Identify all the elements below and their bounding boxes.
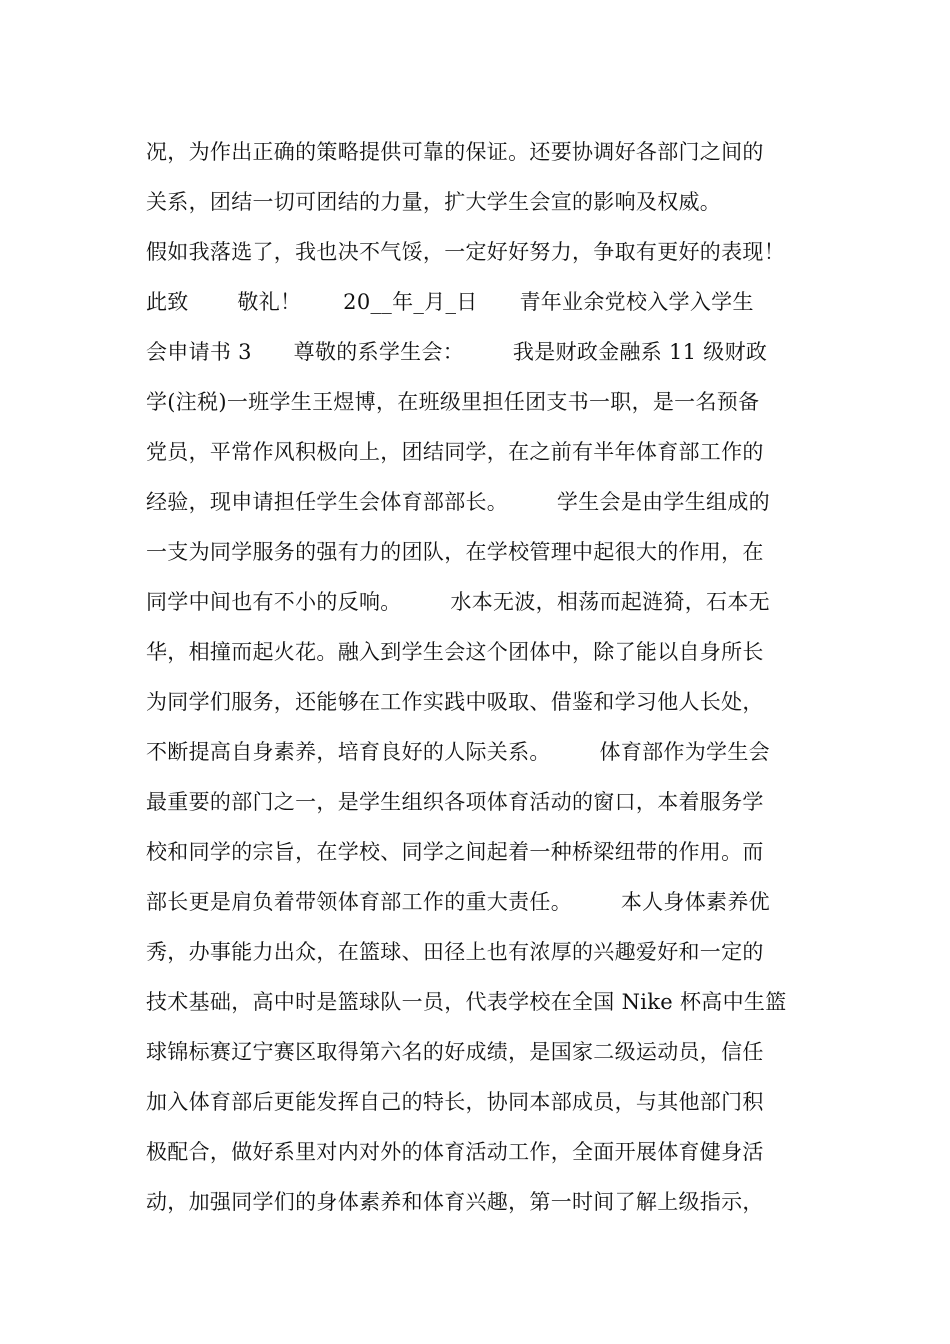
text-line: 加入体育部后更能发挥自己的特长，协同本部成员，与其他部门积 [146, 1090, 764, 1114]
text-line: 假如我落选了，我也决不气馁，一定好好努力，争取有更好的表现！ [146, 240, 785, 264]
text-line: 一支为同学服务的强有力的团队，在学校管理中起很大的作用，在 [146, 540, 764, 564]
body-text [146, 130, 816, 1230]
text-line: 况，为作出正确的策略提供可靠的保证。还要协调好各部门之间的 [146, 140, 764, 164]
text-line: 部长更是肩负着带领体育部工作的重大责任。 本人身体素养优 [146, 890, 770, 914]
text-line: 校和同学的宗旨，在学校、同学之间起着一种桥梁纽带的作用。而 [146, 840, 764, 864]
text-line: 学(注税)一班学生王煜博，在班级里担任团支书一职，是一名预备 [146, 390, 760, 414]
text-line: 为同学们服务，还能够在工作实践中吸取、借鉴和学习他人长处， [146, 690, 764, 714]
text-line: 极配合，做好系里对内对外的体育活动工作，全面开展体育健身活 [146, 1140, 764, 1164]
text-line: 秀，办事能力出众，在篮球、田径上也有浓厚的兴趣爱好和一定的 [146, 940, 764, 964]
text-line: 会申请书 3 尊敬的系学生会： 我是财政金融系 11 级财政 [146, 340, 768, 364]
text-line: 不断提高自身素养，培育良好的人际关系。 体育部作为学生会 [146, 740, 770, 764]
text-line: 同学中间也有不小的反响。 水本无波，相荡而起涟猗，石本无 [146, 590, 770, 614]
text-line: 党员，平常作风积极向上，团结同学，在之前有半年体育部工作的 [146, 440, 764, 464]
text-line: 此致 敬礼！ 20__年_月_日 青年业余党校入学入学生 [146, 290, 754, 314]
text-line: 关系，团结一切可团结的力量，扩大学生会宣的影响及权威。 [146, 190, 722, 214]
text-line: 动，加强同学们的身体素养和体育兴趣，第一时间了解上级指示， [146, 1190, 764, 1214]
text-line: 最重要的部门之一，是学生组织各项体育活动的窗口，本着服务学 [146, 790, 764, 814]
text-line: 华，相撞而起火花。融入到学生会这个团体中，除了能以自身所长 [146, 640, 764, 664]
text-line: 经验，现申请担任学生会体育部部长。 学生会是由学生组成的 [146, 490, 770, 514]
text-line: 球锦标赛辽宁赛区取得第六名的好成绩，是国家二级运动员，信任 [146, 1040, 764, 1064]
text-line: 技术基础，高中时是篮球队一员，代表学校在全国 Nike 杯高中生篮 [146, 990, 787, 1014]
